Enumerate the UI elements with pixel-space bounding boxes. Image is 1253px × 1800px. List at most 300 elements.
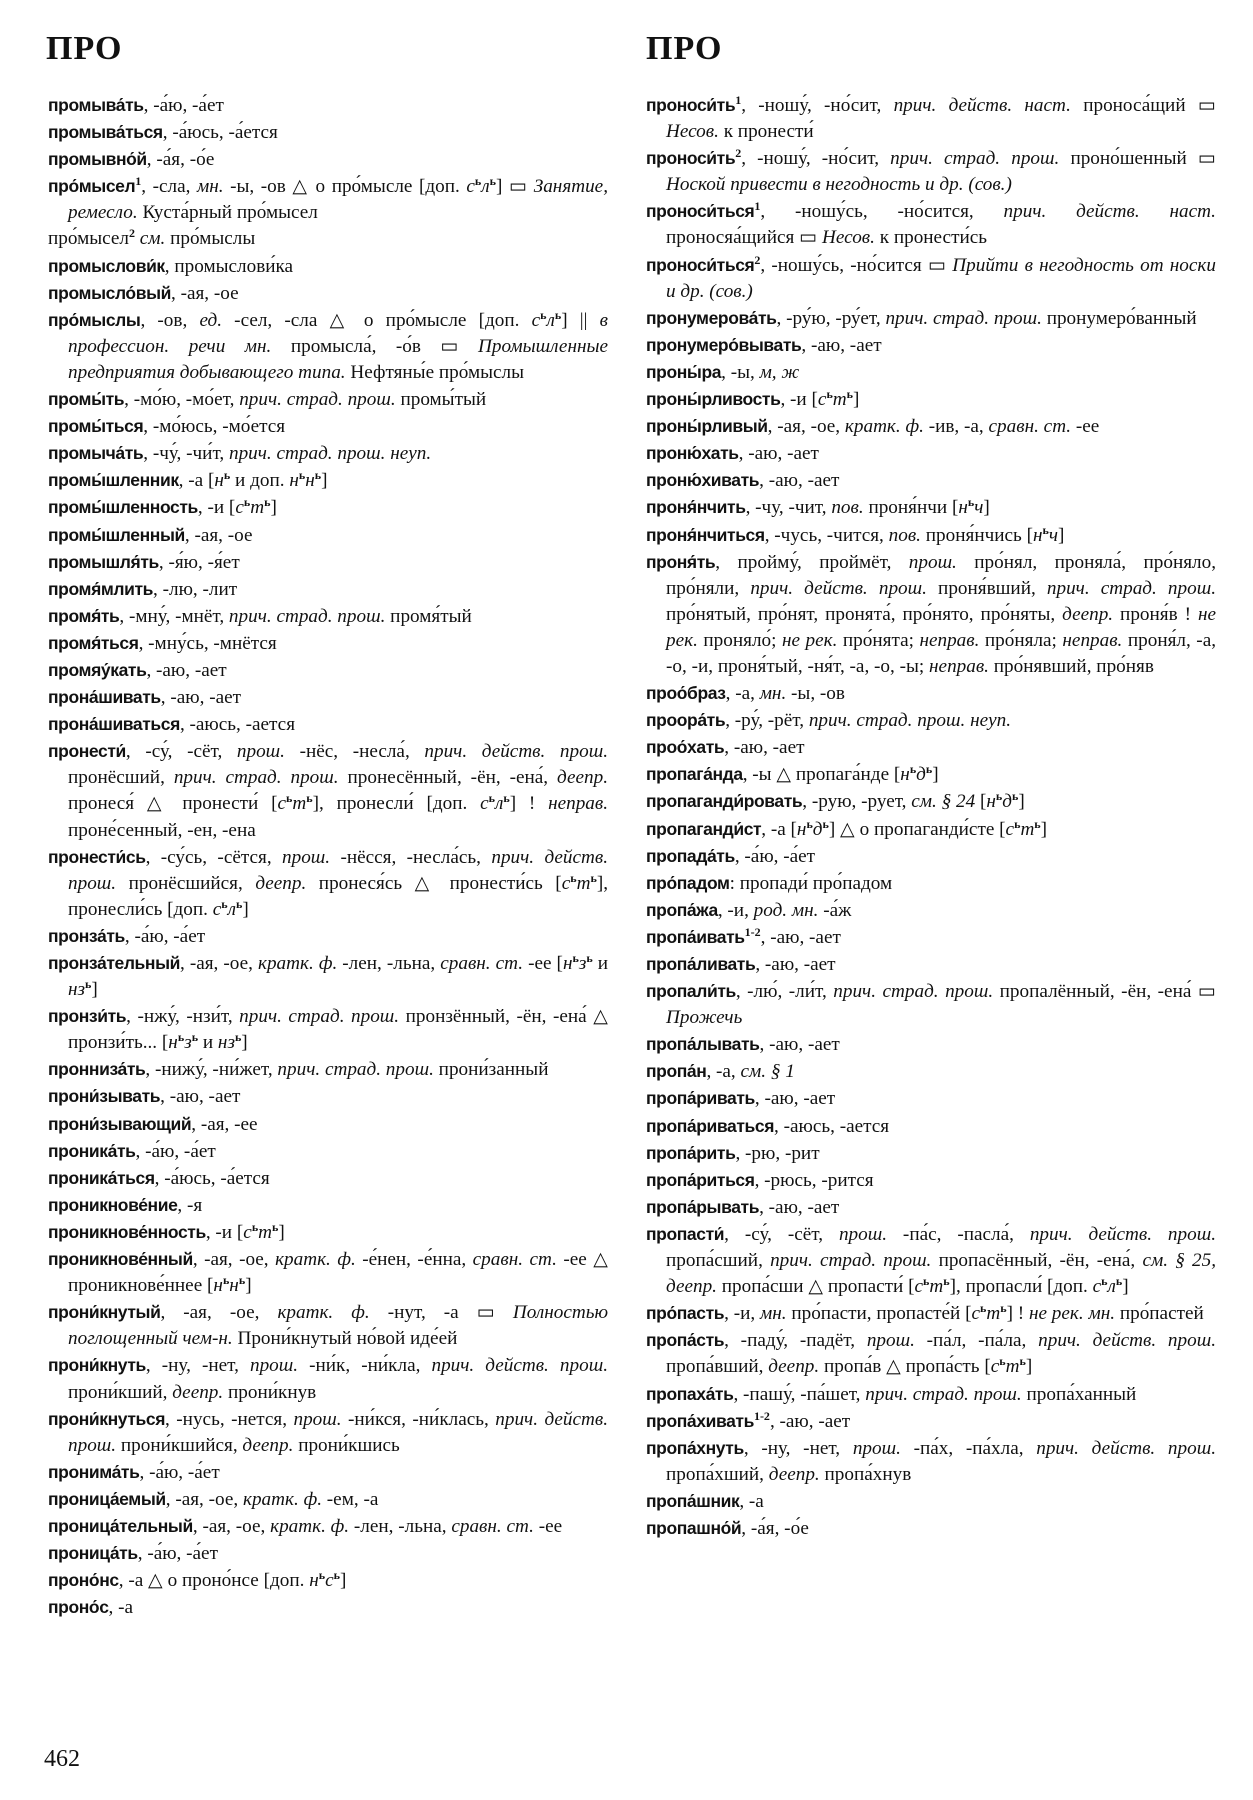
entry-text: , -ношу́, -но́сит, [741,95,894,116]
superscript: ь [234,1030,242,1045]
entry-text: пронёсшийся, [116,872,256,894]
entry-text: , -мо́юсь, -мо́ется [143,416,286,438]
headword: пропа́сть [646,1330,725,1351]
entry-text: , -и [ [205,1221,244,1243]
dictionary-entry [48,684,608,711]
headword: пропасти́ [646,1223,725,1244]
grammar-note: т [832,389,847,411]
grammar-note: прош. [236,741,285,763]
grammar-note: мн. [196,176,224,198]
headword: пронза́ть [48,925,125,946]
dictionary-entry [646,1167,1216,1194]
entry-text: , -а́ю, -а́ет [139,1461,220,1483]
entry-text: , -я́ю, -я́ет [158,551,240,573]
dictionary-entry [48,1486,608,1513]
entry-text: ], пронесли́ [доп. [312,793,481,815]
grammar-note: Прийти в негодность от носки и др. (сов.) [666,254,1216,302]
headword: промы́шленный [48,524,185,545]
headword: пропа́риться [646,1169,755,1190]
grammar-note: Несов. [666,121,719,143]
headword: проница́емый [48,1488,166,1509]
headword: пронниза́ть [48,1059,146,1080]
grammar-note: пов. [831,497,864,519]
grammar-note: н [986,791,996,813]
grammar-note: прич. страд. прош. неуп. [808,710,1012,732]
dictionary-entry [48,1003,608,1056]
dictionary-entry [646,1381,1216,1408]
headword: пропа́ливать [646,954,756,974]
dictionary-entry [48,413,608,440]
dictionary-entry [48,1594,608,1621]
entry-text: , -ну, -нет, [145,1355,250,1377]
entry-text: , -нжу́, -нзи́т, [126,1006,240,1028]
running-head-left: ПРО [46,30,123,67]
entry-text: -лен, -льна, [349,1515,452,1537]
headword: проникнове́нный [48,1249,193,1270]
dictionary-entry [48,1513,608,1540]
superscript: ь [223,468,231,483]
headword: проора́ть [646,710,726,731]
grammar-note: прош. [282,846,331,868]
superscript: ь [318,1568,326,1583]
entry-text: , -ношу́сь, -но́сится, [760,201,1004,223]
grammar-note: прич. действ. прош. [431,1355,608,1377]
superscript: ь [590,870,597,885]
dictionary-entry [48,576,608,603]
headword: проноси́ться [646,201,755,222]
entry-text: , -ая, -ое, [767,416,845,438]
entry-text: , -аю, -ает [160,687,242,709]
dictionary-entry [646,1194,1216,1221]
headword: промысло́вый [48,282,171,303]
dictionary-entry [48,1219,608,1246]
entry-text: , -а △ о проно́нсе [доп. [118,1570,310,1592]
dictionary-entry [48,1192,608,1219]
dictionary-entry [646,1113,1216,1140]
entry-text: про́нял, проняла́, про́няло, про́няли, [666,551,1216,599]
entry-text: -па́с, -пасла́, [887,1223,1030,1245]
grammar-note: кратк. ф. [270,1515,350,1537]
headword: промя́ться [48,632,139,653]
headword: пронзи́ть [48,1006,127,1027]
headword: проню́хать [646,443,739,464]
entry-text: -нут, -а ▭ [369,1302,513,1324]
entry-text: проня́в ! [1113,603,1198,625]
headword: пропа́ривать [646,1088,755,1109]
entry-text: , -мну́, -мнёт, [119,605,229,627]
grammar-note: прич. страд. прош. [1046,577,1216,599]
entry-text: , -паду́, -падёт, [724,1330,867,1352]
entry-text: , -аюсь, -ается [774,1115,890,1137]
entry-text: проня́нчи [ [863,497,959,519]
entry-text: -ее [ [523,953,563,974]
grammar-note: деепр. [255,872,307,894]
headword: проня́нчить [646,497,746,518]
entry-text: ] [270,497,277,519]
dictionary-entry [646,359,1216,386]
grammar-note: сравн. ст. [451,1515,534,1537]
grammar-note: мн. [759,683,787,705]
headword: пропа́ивать [646,926,745,947]
grammar-note: см. [139,228,166,250]
grammar-note: деепр. [557,767,608,789]
entry-text: -ее [1071,416,1100,438]
entry-text: , -а́ю, -а́ет [143,95,224,116]
entry-text: прони́кшийся, [116,1434,243,1456]
entry-text: пронзённый, -ён, -ена́ △ пронзи́ть... [ [68,1006,608,1054]
entry-text: , -рю, -рит [735,1142,820,1164]
entry-text: -ни́кся, -ни́клась, [341,1408,496,1430]
dictionary-entry [646,386,1216,413]
entry-text: ] [983,497,990,519]
grammar-note: н [289,470,299,492]
superscript: ь [177,1030,185,1045]
entry-text: про́няла; [979,629,1063,651]
headword: пропа́жа [646,899,718,920]
entry-text: : пропади́ про́падом [729,872,893,894]
dictionary-entry [48,844,608,923]
headword: пропа́н [646,1061,707,1082]
grammar-note: деепр. [768,1463,820,1485]
headword: прона́шиваться [48,714,180,735]
entry-text: и [592,953,608,974]
headword: пропаха́ть [646,1383,734,1404]
headword: про́мысел [48,176,136,197]
dictionary-entry [646,252,1216,305]
entry-text: про́мысел [48,228,129,250]
dictionary-entry [48,549,608,576]
entry-text: пропа́сший, [666,1250,771,1272]
headword: прони́кнуться [48,1408,166,1429]
grammar-note: д [812,818,823,840]
superscript: ь [923,1274,930,1289]
entry-text: , -а́ю, -а́ет [135,1140,216,1162]
entry-text: , -чусь, -чится, [764,524,889,546]
entry-text: , промыслови́ка [164,255,294,277]
entry-text: , -а [108,1597,134,1619]
dictionary-entry [646,978,1216,1031]
grammar-note: з [184,1032,192,1054]
dictionary-entry [646,198,1216,251]
grammar-note: неправ. [1062,629,1123,651]
entry-text: ] △ о пропаганди́сте [ [828,818,1006,840]
dictionary-column-right [646,92,1216,1542]
headword: пропа́хивать [646,1410,754,1431]
grammar-note: прич. действ. прош. [1036,1437,1216,1459]
entry-text: ] [321,470,328,492]
entry-text: , -ы △ пропага́нде [ [742,764,901,786]
entry-text: проня́нчись [ [920,524,1033,546]
entry-text: , -чу́, -чи́т, [143,443,229,465]
headword: пропа́рывать [646,1196,760,1217]
entry-text: , -а [ [761,818,797,840]
entry-text: -сел, -сла △ о про́мысле [доп. [222,309,532,331]
headword: проника́ться [48,1167,155,1188]
headword: пропашно́й [646,1517,742,1538]
grammar-note: с [531,309,541,331]
grammar-note: с [480,793,489,815]
entry-text: , -нусь, -нется, [165,1408,294,1430]
dictionary-entry [646,1515,1216,1542]
superscript: ь [474,174,482,189]
grammar-note: с [1092,1276,1102,1298]
headword: про́падом [646,872,730,893]
grammar-note: н [168,1032,178,1054]
headword: проню́хивать [646,470,760,491]
grammar-note: прош. [852,1437,901,1459]
entry-text: -нёсся, -несла́сь, [330,846,492,868]
dictionary-entry [48,280,608,307]
grammar-note: с [277,793,287,815]
dictionary-entry [48,226,608,252]
entry-text: ] [1122,1276,1129,1298]
grammar-note: д [1002,791,1012,813]
grammar-note: кратк. ф. [257,953,338,974]
grammar-note: кратк. ф. [277,1302,370,1324]
superscript: ь [586,951,593,965]
entry-text: , -су́, -сёт, [125,741,237,763]
running-head-right: ПРО [646,30,723,67]
entry-text: , -аю, -ает [754,1088,836,1110]
superscript: 1 [754,199,761,214]
headword: про́мыслы [48,309,141,330]
entry-text: , -мну́сь, -мнётся [138,632,277,654]
grammar-note: ед. [199,309,222,331]
grammar-note: с [990,1356,1000,1378]
grammar-note: с [325,1570,334,1592]
headword: проо́хать [646,737,725,758]
entry-text: прони́занный [433,1059,549,1081]
grammar-note: с [466,176,475,198]
dictionary-entry [646,761,1216,788]
headword: промыва́ться [48,122,163,143]
grammar-note: прич. действ. прош. [1038,1330,1216,1352]
headword: проно́нс [48,1570,119,1591]
dictionary-entry [646,870,1216,897]
dictionary-entry [646,549,1216,680]
entry-text: , -ношу́сь, -но́сится ▭ [760,254,953,276]
entry-text: ] [245,1275,252,1297]
entry-text: и [198,1032,218,1054]
grammar-note: т [1020,818,1035,840]
superscript: ь [943,1274,950,1289]
entry-text: , -а [ [178,470,215,492]
headword: пронима́ть [48,1461,140,1482]
entry-text: проняло́; [697,629,782,651]
entry-text: , -аю, -ает [769,1410,851,1432]
grammar-note: т [576,872,591,894]
superscript: ь [221,896,228,911]
grammar-note: н [229,1275,239,1297]
dictionary-entry [48,1246,608,1299]
headword: проница́ть [48,1543,138,1564]
entry-text: ] [853,389,860,411]
grammar-note: с [971,1303,980,1325]
entry-text: Прони́кнутый но́вой иде́ей [232,1328,458,1350]
entry-text: проня́л, -а, -о, -и, проня́тый, -ня́т, -а, -о, -ы; [666,629,1217,677]
entry-text: , -а, [706,1061,741,1083]
entry-text: , -аю, -ает [755,954,836,975]
entry-text: ] [241,1032,248,1054]
headword: прона́шивать [48,687,161,708]
dictionary-entry [48,657,608,684]
grammar-note: прич. страд. прош. [865,1383,1022,1405]
grammar-note: сравн. ст. [472,1249,557,1271]
dictionary-entry [48,923,608,950]
dictionary-column-left [48,92,608,1621]
headword: пропага́нда [646,764,743,785]
grammar-note: деепр. [768,1356,820,1378]
dictionary-entry [646,680,1216,707]
entry-text: ] [242,898,249,920]
dictionary-entry [48,253,608,280]
superscript: ь [570,870,577,885]
entry-text: ] [340,1570,347,1592]
grammar-note: н [309,1570,319,1592]
entry-text: прони́кший, [68,1381,173,1403]
dictionary-entry [48,1165,608,1192]
entry-text: , -ая, -ое, [192,1249,276,1271]
dictionary-entry [646,1031,1216,1058]
entry-text: , -ру́, -рёт, [725,710,809,732]
dictionary-entry [646,92,1216,145]
entry-text: , -аю, -ает [760,926,841,948]
headword: пропаганди́ровать [646,791,803,812]
dictionary-entry [646,1058,1216,1085]
entry-text: пропасённый, -ён, -ена́, [931,1250,1143,1272]
dictionary-entry [646,707,1216,734]
grammar-note: ч [1048,524,1059,546]
entry-text: , -аюсь, -ается [179,714,296,736]
entry-text: пропа́вший, [666,1356,769,1378]
headword: про́пасть [646,1303,725,1324]
grammar-note: прич. страд. прош. [173,767,339,789]
headword: промяу́кать [48,659,147,680]
superscript: 1 [735,93,742,107]
superscript: ь [238,1273,246,1288]
dictionary-entry [48,1299,608,1352]
grammar-note: не рек. мн. [1028,1303,1116,1325]
grammar-note: пов. [888,524,921,546]
dictionary-entry [646,897,1216,924]
entry-text: прони́кнув [223,1381,317,1403]
superscript: ь [488,791,495,806]
grammar-note: с [1005,818,1015,840]
entry-text: , -рую, -рует, [802,791,912,813]
entry-text: ] || [561,309,600,331]
headword: пропа́шник [646,1490,740,1511]
entry-text: , -ая, -ое, [160,1302,278,1324]
headword: промы́шленность [48,497,198,518]
superscript: ь [489,174,497,189]
entry-text: , -а [739,1490,764,1512]
entry-text: , -су́сь, -сётся, [145,846,282,868]
entry-text: , -а́ю, -а́ет [734,845,816,867]
grammar-note: прош. [249,1355,299,1377]
headword: проны́рливость [646,389,781,410]
grammar-note: прич. страд. прош. [239,389,396,411]
superscript: ь [826,387,833,402]
superscript: ь [967,495,975,510]
superscript: ь [806,816,813,831]
entry-text: пропалённый, -ён, -ена́ ▭ [993,981,1216,1003]
headword: проноси́ть [646,95,736,115]
dictionary-entry [48,1540,608,1567]
grammar-note: не рек. [781,629,838,651]
grammar-note: прич. действ. прош. [424,741,608,763]
entry-text: Куста́рный про́мысел [137,202,318,224]
dictionary-entry [48,711,608,738]
grammar-note: прич. действ. прош. [68,1408,609,1456]
entry-text: , -ая, -ое, [192,1515,271,1537]
headword: пронумеро́вывать [646,334,802,355]
superscript: ь [298,468,306,483]
grammar-note: т [250,497,265,519]
superscript: ь [85,977,92,992]
headword: пронумерова́ть [646,307,777,328]
dictionary-entry [646,1488,1216,1515]
grammar-note: т [1005,1356,1020,1378]
headword: пропа́хнуть [646,1437,744,1458]
entry-text: проносяа́щийся ▭ [666,227,823,249]
dictionary-entry [646,951,1216,978]
superscript: ь [1011,789,1019,804]
grammar-note: деепр. [1062,603,1114,625]
entry-text: , -ая, -ое, [179,953,258,974]
entry-text: , -ну, -нет, [743,1437,853,1459]
grammar-note: н [1032,524,1043,546]
grammar-note: з [578,953,587,974]
entry-text: , -чу, -чит, [745,497,832,519]
grammar-note: прош. [866,1330,915,1352]
entry-text: промысла́, -о́в ▭ [271,335,479,357]
headword: проно́с [48,1597,109,1618]
headword: прони́зывать [48,1086,161,1107]
entry-text: , -ов, [140,309,200,331]
entry-text: , -ношу́, -но́сит, [741,148,891,170]
superscript: ь [1115,1274,1123,1289]
grammar-note: с [212,898,222,920]
grammar-note: в профессион. речи мн. [68,309,609,357]
headword: пронза́тельный [48,953,180,973]
grammar-note: д [916,764,926,786]
superscript: ь [314,468,322,483]
dictionary-entry [646,816,1216,843]
entry-text: проне́сенный, -ен, -ена [68,819,256,841]
grammar-note: т [292,793,307,815]
superscript: ь [243,495,251,510]
headword: проноси́ться [646,254,755,275]
entry-text: пропа́в △ пропа́сть [ [819,1356,991,1378]
entry-text: , -и [ [197,497,236,519]
dictionary-entry [48,1083,608,1110]
grammar-note: м, ж [759,361,800,383]
superscript: 1-2 [744,924,761,939]
dictionary-entry [48,603,608,630]
grammar-note: деепр. [172,1381,224,1403]
headword: промя́млить [48,578,154,599]
dictionary-entry [646,924,1216,951]
entry-text: , -а́я, -о́е [146,149,215,171]
dictionary-entry [48,522,608,549]
headword: пропа́рить [646,1142,736,1163]
entry-text: пронумеро́ванный [1041,307,1197,329]
entry-text: и доп. [230,470,290,492]
entry-text: про́пасти, пропасте́й [ [786,1303,972,1325]
entry-text: -ы, -ов [786,683,845,705]
dictionary-entry [646,332,1216,359]
grammar-note: Ноской привести в негодность и др. (сов.) [666,174,1012,196]
